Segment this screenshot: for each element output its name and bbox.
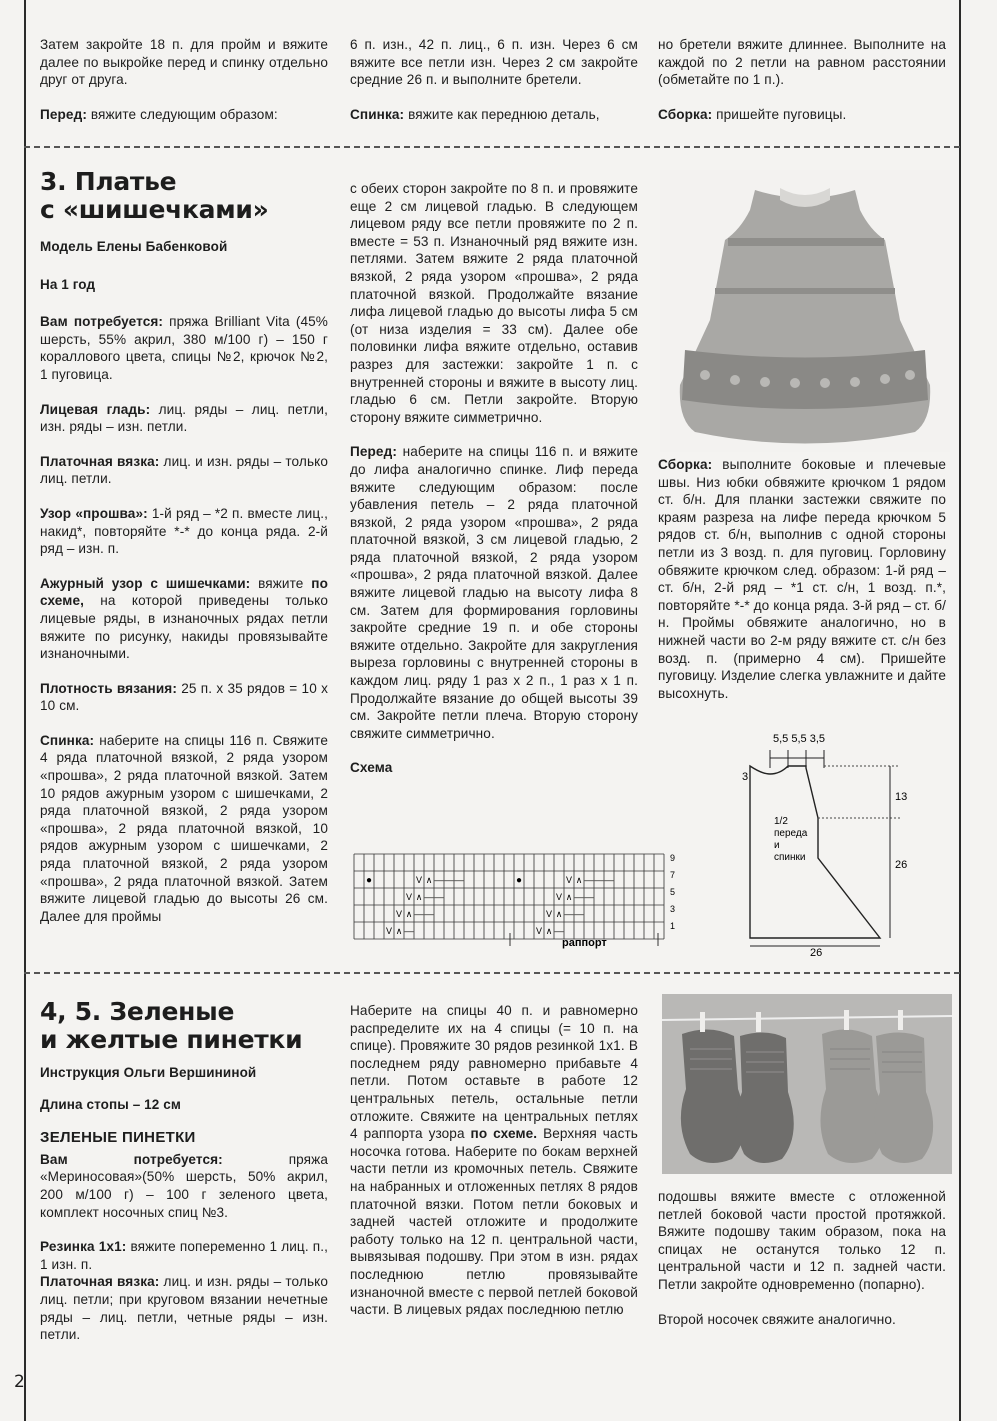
lace-text-2: на которой приведены только лицевые ряды, в изнаночных рядах петли вяжите по рисунку, накиды провязывайте изнаночными.	[40, 593, 328, 662]
scheme-symbol: —	[574, 909, 584, 920]
garter-label: Платочная вязка:	[40, 453, 160, 469]
dress-bodice-text: с обеих сторон закройте по 8 п. и провяжите еще 2 см лицевой гладью. В следующем лицевом ряду все петли провяжите по 2 п. вместе = 53 п. Изнаночный ряд вяжите изн. петлями. Затем вяжите 2 ряда платочной вязкой, 2 ряда узором «прошва», 2 ряда платочной вязкой. Продолжайте вязание лифа лицевой гладью до высоты лифа 5 см (от низа изделия = 33 см). Далее обе половинки лифа вяжите отдельно, оставив разрез для застежки: закройте 1 п. с внутренней стороны и вяжите в высоту лиц. гладью 6 см. Петли закройте. Вторую сторону вяжите симметрично.	[350, 181, 638, 425]
booties-need-text: пряжа «Мериносовая»(50% шерсть, 50% акрил, 200 м/100 г) – 100 г зеленого цвета, комплект носочных спиц №3.	[40, 1151, 328, 1220]
scheme-symbol: V	[535, 926, 543, 937]
dress-title: 3. Платье с «шишечками»	[40, 167, 269, 224]
need-label: Вам потребуется:	[40, 314, 164, 330]
scheme-symbol: —	[444, 875, 454, 886]
scheme-symbol: —	[454, 875, 464, 886]
scheme-symbol: ∧	[405, 909, 413, 920]
scheme-symbol: —	[404, 926, 414, 937]
scheme-symbol: ●	[515, 875, 523, 887]
scheme-symbol: V	[415, 875, 423, 886]
front-label: Перед:	[40, 106, 87, 122]
top-col3-text: но бретели вяжите длиннее. Выполните на каждой по 2 петли на равном расстоянии (обметайте по 1 п.).	[658, 37, 946, 88]
need-text: пряжа Brilliant Vita (45% шерсть, 55% акрил, 380 м/100 г) – 150 г кораллового цвета, спицы №2, крючок №2, 1 пуговица.	[40, 314, 328, 382]
lace-text-1: вяжите	[258, 575, 304, 591]
scheme-label: Схема	[350, 760, 393, 776]
gauge-text: 25 п. х 35 рядов = 10 х 10 см.	[40, 680, 328, 714]
dress-col-2	[350, 180, 638, 777]
scheme-symbol: —	[584, 875, 594, 886]
scheme-symbol: —	[434, 875, 444, 886]
scheme-repeat-label: раппорт	[562, 937, 607, 949]
pattern-top-dims: 5,5 5,5 3,5	[773, 733, 825, 745]
section-divider-1	[24, 146, 960, 148]
scheme-symbol: V	[385, 926, 393, 937]
scheme-symbol: —	[424, 892, 434, 903]
dress-model: Модель Елены Бабенковой	[40, 239, 228, 254]
dress-front-label: Перед:	[350, 444, 397, 460]
gauge-label: Плотность вязания:	[40, 680, 177, 696]
scheme-symbol: —	[574, 892, 584, 903]
scheme-symbol: —	[414, 909, 424, 920]
scheme-symbol: V	[405, 892, 413, 903]
dress-back-label: Спинка:	[40, 732, 95, 748]
booties-mid-bold: по схеме.	[470, 1126, 538, 1142]
front-text: вяжите следующим образом:	[90, 106, 278, 122]
lace-bold: по схеме,	[40, 575, 328, 609]
pattern-dim-26-side: 26	[895, 859, 908, 871]
top-col-1	[40, 36, 328, 140]
booties-col-1	[40, 998, 328, 1361]
scheme-symbol: ∧	[575, 875, 583, 886]
pattern-label-4: спинки	[774, 852, 806, 863]
dress-col-1	[40, 168, 328, 942]
pattern-dim-13: 13	[895, 791, 908, 803]
scheme-symbol: —	[594, 875, 604, 886]
booties-col-3	[658, 1188, 946, 1345]
dress-front-text: наберите на спицы 116 п. и вяжите до лифа аналогично спинке. Лиф переда вяжите следующим образом: после убавления петель – 2 ряда платочной вязкой, 2 ряда узором «прошва», 2 ряда платочной вязкой, 3 см лицевой гладью, 2 ряда платочной вязкой, 2 ряда узором «прошва», 2 ряда платочной вязкой. Далее вяжите лицевой гладью на высоту лифа 8 см. Затем для формирования горловины закройте средние 19 п. и обе стороны вяжите отдельно. Закройте для закругления выреза горловины с внутренней стороны в каждом лиц. ряду 1 раз х 2 п., 1 раз х 1 п. Продолжайте вязание до общей высоты 39 см. Закройте петли плеча. Вторую сторону свяжите симметрично.	[350, 444, 638, 741]
top-col-3	[658, 36, 946, 140]
prosha-text: 1-й ряд – *2 п. вместе лиц., накид*, повторяйте *-* до конца ряда. 2-й ряд – изн. п.	[40, 505, 328, 557]
pattern-neck-drop: 3	[742, 771, 749, 783]
scheme-symbol: ●	[365, 875, 373, 887]
scheme-symbol: ∧	[395, 926, 403, 937]
dress-age: На 1 год	[40, 276, 96, 292]
pattern-label-3: и	[774, 840, 780, 851]
rib-text: вяжите попеременно 1 лиц. п., 1 изн. п.	[40, 1239, 328, 1272]
scheme-symbol: —	[564, 909, 574, 920]
scheme-symbol: V	[555, 892, 563, 903]
page-number: 2	[14, 1372, 25, 1392]
scheme-symbol: —	[554, 926, 564, 937]
scheme-symbol: ∧	[415, 892, 423, 903]
scheme-symbol: —	[424, 909, 434, 920]
scheme-row-1: 1	[670, 921, 676, 931]
stockinette-label: Лицевая гладь:	[40, 401, 151, 417]
scheme-symbol: V	[565, 875, 573, 886]
scheme-row-7: 7	[670, 870, 676, 880]
scheme-symbol: V	[545, 909, 553, 920]
prosha-label: Узор «прошва»:	[40, 505, 148, 521]
booties-title: 4, 5. Зеленые и желтые пинетки	[40, 997, 303, 1054]
scheme-symbol: —	[434, 892, 444, 903]
garter-text: лиц. и изн. ряды – только лиц. петли.	[40, 453, 328, 487]
assembly-label: Сборка:	[658, 106, 713, 122]
top-col1-text: Затем закройте 18 п. для пройм и вяжите далее по выкройке перед и спинку отдельно друг от друга.	[40, 37, 328, 88]
booties-photo	[662, 994, 952, 1174]
back-text: вяжите как переднюю деталь,	[408, 106, 600, 122]
dress-back-text: наберите на спицы 116 п. Свяжите 4 ряда платочной вязкой, 2 ряда узором «прошва», 2 ряда платочной вязкой. Затем 10 рядов ажурным узором с шишечками, 2 ряда платочной вязкой, 2 ряда узором «прошва», 2 ряда платочной вязкой, 10 рядов ажурным узором с шишечками, 2 ряда платочной вязкой, 2 ряда узором «прошва», 2 ряда платочной вязкой. Затем вяжите лицевой гладью до высоты 26 см. Далее для проймы	[40, 732, 328, 924]
booties-col-2	[350, 1002, 638, 1336]
dress-photo	[660, 170, 950, 452]
scheme-symbol: ∧	[425, 875, 433, 886]
knitting-scheme	[352, 850, 682, 950]
scheme-row-5: 5	[670, 887, 676, 897]
booties-need-label: Вам потребуется:	[40, 1151, 223, 1167]
scheme-symbol: —	[604, 875, 614, 886]
pattern-diagram	[740, 728, 950, 958]
booties-author: Инструкция Ольги Вершининой	[40, 1065, 257, 1080]
booties-mid-text-b: Верхняя часть носочка готова. Наберите по бокам верхней части петли из кромочных петель. Свяжите на набранных и отложенных петлях 8 рядов платочной вязки. Потом петли боковых и задней частей отложите и продолжите работу только на 12 п. центральной части, вывязывая подошву. При этом в изн. рядах последнюю петлю провязывайте изнаночной вместе с первой петлей боковой части. В лицевых рядах последнюю петлю	[350, 1126, 638, 1318]
booties-right-text: подошвы вяжите вместе с отложенной петлей боковой части простой протяжкой. Вяжите подошву таким образом, пока на спицах не останутся только 12 п. центральной части и 12 п. задней части. Петли закройте одновременно (попарно).	[658, 1189, 946, 1292]
scheme-symbol: ∧	[565, 892, 573, 903]
scheme-symbol: ∧	[545, 926, 553, 937]
scheme-symbol: V	[395, 909, 403, 920]
green-booties-heading: ЗЕЛЕНЫЕ ПИНЕТКИ	[40, 1129, 196, 1147]
lace-label: Ажурный узор с шишечками:	[40, 575, 251, 591]
scheme-symbol: —	[584, 892, 594, 903]
stockinette-text: лиц. ряды – лиц. петли, изн. ряды – изн. петли.	[40, 401, 328, 435]
rib-label: Резинка 1х1:	[40, 1239, 127, 1255]
pattern-label-2: переда	[774, 828, 808, 839]
right-border	[959, 0, 961, 1421]
scheme-row-9: 9	[670, 853, 676, 863]
pattern-dim-26-bottom: 26	[810, 947, 823, 958]
assembly-text: пришейте пуговицы.	[716, 106, 847, 122]
top-col-2	[350, 36, 638, 140]
top-col2-text: 6 п. изн., 42 п. лиц., 6 п. изн. Через 6 см вяжите все петли изн. Через 2 см закройте средние 26 п. и выполните бретели.	[350, 37, 638, 88]
booties-garter-text: лиц. и изн. ряды – только лиц. петли; при круговом вязании нечетные ряды – лиц. петли, четные ряды – изн. петли.	[40, 1274, 328, 1343]
dress-assembly-label: Сборка:	[658, 457, 713, 472]
pattern-label-1: 1/2	[774, 816, 788, 827]
booties-garter-label: Платочная вязка:	[40, 1274, 160, 1290]
dress-col-3	[658, 456, 946, 719]
back-label: Спинка:	[350, 106, 405, 122]
section-divider-2	[24, 972, 960, 974]
booties-mid-text-a: Наберите на спицы 40 п. и равномерно распределите их на 4 спицы (= 10 п. на спице). Провяжите 30 рядов резинкой 1х1. В последнем ряду равномерно прибавьте 4 петли. Потом оставьте в работе 12 центральных петель, остальные петли отложите. Свяжите на центральных петлях 4 раппорта узора	[350, 1003, 638, 1142]
left-border	[24, 0, 26, 1421]
scheme-row-3: 3	[670, 904, 676, 914]
booties-right-text-2: Второй носочек свяжите аналогично.	[658, 1311, 896, 1327]
booties-foot: Длина стопы – 12 см	[40, 1096, 181, 1112]
dress-assembly-text: выполните боковые и плечевые швы. Низ юбки обвяжите крючком 1 рядом ст. б/н. Для планки застежки свяжите по краям разреза на лифе переда крючком 5 рядов ст. б/н, выполнив с одной стороны петли из 3 возд. п. для пуговиц. Горловину обвяжите крючком след. образом: 1-й ряд – ст. б/н, 2-й ряд – *1 ст. с/н, 1 возд. п.*, повторяйте *-* до конца ряда. 3-й ряд – ст. б/н. Проймы обвяжите аналогично, но в нижней части во 2-м ряду вяжите ст. с/н без возд. п. (примерно 4 см). Пришейте пуговицу. Изделие слегка увлажните и дайте высохнуть.	[658, 457, 947, 701]
scheme-symbol: ∧	[555, 909, 563, 920]
